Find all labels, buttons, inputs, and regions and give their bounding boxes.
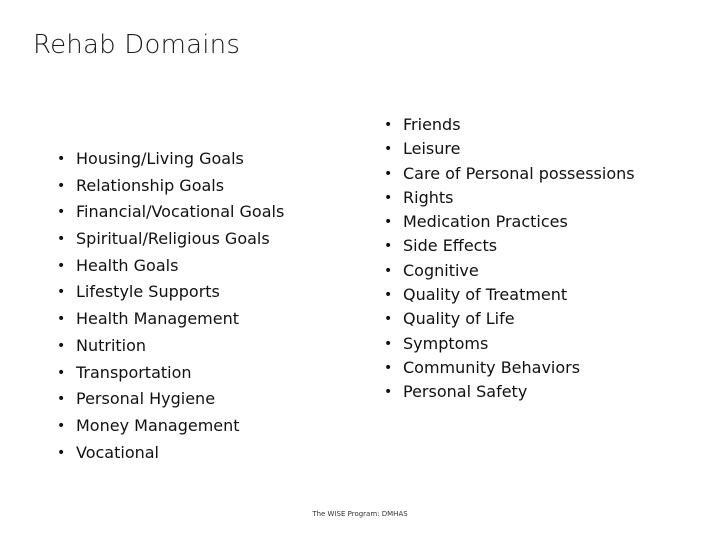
list-item xyxy=(384,307,635,331)
list-item-text: Care of Personal possessions xyxy=(403,163,635,183)
list-item-text: Health Goals xyxy=(76,255,179,275)
list-item-text: Personal Safety xyxy=(403,382,528,402)
list-item xyxy=(57,386,284,413)
list-item xyxy=(57,306,284,333)
list-item xyxy=(57,360,284,387)
list-item-text: Symptoms xyxy=(403,333,489,353)
list-item xyxy=(57,279,284,306)
list-item-text: Health Management xyxy=(76,309,240,329)
list-item xyxy=(57,226,284,253)
list-item-text: Transportation xyxy=(76,362,192,382)
list-item-text: Medication Practices xyxy=(403,212,568,232)
bullet-icon: • xyxy=(57,151,66,167)
list-item xyxy=(384,283,635,307)
list-item-text: Financial/Vocational Goals xyxy=(76,202,285,222)
bullet-icon: • xyxy=(57,257,66,274)
bullet-icon: • xyxy=(384,165,393,182)
bullet-icon: • xyxy=(384,141,393,158)
list-item-text: Vocational xyxy=(76,442,159,462)
right-bullet-list xyxy=(384,113,635,405)
list-item xyxy=(57,253,284,280)
list-item-text: Nutrition xyxy=(76,335,147,355)
list-item xyxy=(57,440,284,467)
list-item xyxy=(57,199,284,226)
list-item-text: Leisure xyxy=(403,139,461,159)
list-item xyxy=(57,413,284,440)
bullet-icon: • xyxy=(384,262,393,279)
bullet-icon: • xyxy=(57,311,66,328)
slide-title: Rehab Domains xyxy=(33,30,241,60)
list-item xyxy=(57,146,284,173)
list-item-text: Lifestyle Supports xyxy=(76,282,220,302)
footer-text: The WISE Program: DMHAS xyxy=(312,510,408,518)
bullet-icon: • xyxy=(384,189,393,206)
list-item-text: Cognitive xyxy=(403,260,479,280)
bullet-icon: • xyxy=(384,384,393,401)
bullet-icon: • xyxy=(57,177,66,194)
list-item xyxy=(384,259,635,283)
list-item xyxy=(384,210,635,234)
bullet-icon: • xyxy=(384,359,393,376)
list-item-text: Quality of Life xyxy=(403,309,515,329)
bullet-icon: • xyxy=(57,417,66,434)
list-item xyxy=(57,173,284,200)
bullet-icon: • xyxy=(384,238,393,255)
bullet-icon: • xyxy=(384,311,393,328)
list-item xyxy=(57,333,284,360)
bullet-icon: • xyxy=(384,214,393,231)
list-item xyxy=(384,137,635,161)
bullet-icon: • xyxy=(57,204,66,221)
bullet-icon: • xyxy=(384,287,393,304)
bullet-icon: • xyxy=(384,335,393,352)
list-item-text: Money Management xyxy=(76,415,240,435)
list-item-text: Side Effects xyxy=(403,236,498,256)
bullet-icon: • xyxy=(57,391,66,408)
list-item-text: Friends xyxy=(403,115,461,134)
left-bullet-list xyxy=(57,146,284,466)
list-item-text: Quality of Treatment xyxy=(403,285,568,305)
list-item xyxy=(384,332,635,356)
list-item xyxy=(384,380,635,404)
list-item xyxy=(384,113,635,137)
bullet-icon: • xyxy=(57,231,66,248)
bullet-icon: • xyxy=(57,444,66,461)
list-item-text: Relationship Goals xyxy=(76,175,225,195)
bullet-icon: • xyxy=(57,337,66,354)
bullet-icon: • xyxy=(57,284,66,301)
list-item xyxy=(384,162,635,186)
list-item xyxy=(384,356,635,380)
list-item xyxy=(384,234,635,258)
list-item-text: Spiritual/Religious Goals xyxy=(76,229,270,249)
list-item-text: Personal Hygiene xyxy=(76,389,216,409)
list-item-text: Rights xyxy=(403,187,454,207)
list-item-text: Housing/Living Goals xyxy=(76,149,244,168)
bullet-icon: • xyxy=(384,117,393,133)
list-item-text: Community Behaviors xyxy=(403,357,581,377)
bullet-icon: • xyxy=(57,364,66,381)
list-item xyxy=(384,186,635,210)
